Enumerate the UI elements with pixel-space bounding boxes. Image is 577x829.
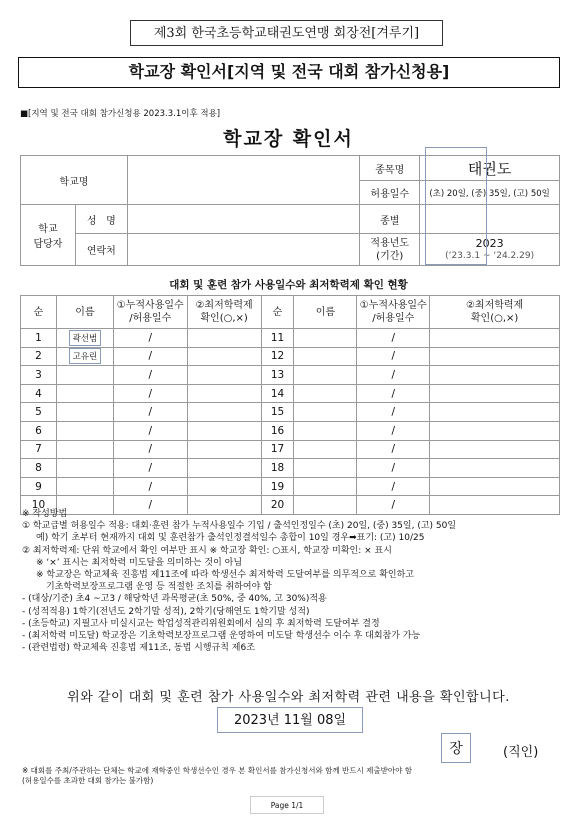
row-days-left[interactable]: / bbox=[113, 421, 187, 440]
row-name-left[interactable] bbox=[56, 329, 113, 348]
row-name-right[interactable] bbox=[294, 459, 357, 478]
table-row bbox=[21, 366, 560, 385]
row-name-right[interactable] bbox=[294, 403, 357, 422]
contact-field[interactable] bbox=[127, 234, 359, 266]
allowed-days-value: (초) 20일, (중) 35일, (고) 50일 bbox=[420, 181, 560, 205]
method-line: - (최저학력 미도달) 학교장은 기초학력보장프로그램 운영하여 미도달 학생선수 이수 후 대회참가 가능 bbox=[22, 631, 421, 642]
row-days-right[interactable]: / bbox=[357, 347, 430, 366]
method-line: ※ 학교장은 학교체육 진흥법 제11조에 따라 학생선수 최저학력 도달여부를 의무적으로 확인하고 bbox=[36, 570, 414, 581]
row-no-right: 19 bbox=[261, 477, 294, 496]
row-name-left[interactable] bbox=[56, 421, 113, 440]
confirm-statement: 위와 같이 대회 및 훈련 참가 사용일수와 최저학력 관련 내용을 확인합니다. bbox=[67, 690, 510, 705]
row-name-right[interactable] bbox=[294, 366, 357, 385]
method-line: ① 학교급별 허용일수 적용: 대회·훈련 참가 누적사용일수 기입 / 출석인정일수 (초) 20일, (중) 35일, (고) 50일 bbox=[22, 521, 457, 532]
row-min-left[interactable] bbox=[187, 329, 261, 348]
header-name-right: 이름 bbox=[294, 296, 357, 329]
row-min-right[interactable] bbox=[430, 477, 560, 496]
row-no-right: 11 bbox=[261, 329, 294, 348]
row-no-right: 12 bbox=[261, 347, 294, 366]
participant-table bbox=[20, 295, 560, 515]
table-row bbox=[21, 459, 560, 478]
row-days-right[interactable]: / bbox=[357, 403, 430, 422]
row-min-right[interactable] bbox=[430, 421, 560, 440]
row-name-left[interactable] bbox=[56, 347, 113, 366]
row-days-left[interactable]: / bbox=[113, 440, 187, 459]
page-number: Page 1/1 bbox=[250, 796, 324, 814]
writing-method bbox=[22, 508, 562, 654]
status-table-title: 대회 및 훈련 참가 사용일수와 최저학력제 확인 현황 bbox=[169, 279, 408, 291]
row-no-left: 6 bbox=[21, 421, 57, 440]
row-no-left: 5 bbox=[21, 403, 57, 422]
row-min-right[interactable] bbox=[430, 440, 560, 459]
row-no-right: 18 bbox=[261, 459, 294, 478]
row-name-right[interactable] bbox=[294, 384, 357, 403]
row-no-left: 1 bbox=[21, 329, 57, 348]
row-min-left[interactable] bbox=[187, 366, 261, 385]
gender-label: 종별 bbox=[360, 205, 420, 234]
confirm-date[interactable]: 2023년 11월 08일 bbox=[217, 707, 363, 733]
row-no-right: 20 bbox=[261, 496, 294, 515]
row-min-right[interactable] bbox=[430, 347, 560, 366]
row-min-right[interactable] bbox=[430, 329, 560, 348]
row-days-left[interactable]: / bbox=[113, 496, 187, 515]
method-line: 기초학력보장프로그램 운영 등 적절한 조치를 취하여야 함 bbox=[46, 582, 272, 593]
method-line: ※ ‘×’ 표시는 최저학력 미도달을 의미하는 것이 아님 bbox=[36, 557, 243, 568]
row-days-right[interactable]: / bbox=[357, 459, 430, 478]
method-line: - (대상/기준) 초4 ~고3 / 해당학년 과목평균(초 50%, 중 40%, 고 30%)적용 bbox=[22, 594, 327, 605]
row-name-left[interactable] bbox=[56, 459, 113, 478]
row-name-left[interactable] bbox=[56, 384, 113, 403]
table-row bbox=[21, 329, 560, 348]
row-name-right[interactable] bbox=[294, 329, 357, 348]
table-row bbox=[21, 403, 560, 422]
method-line: ② 최저학력제: 단위 학교에서 확인 여부만 표시 ※ 학교장 확인: ○표시, 학교장 미확인: × 표시 bbox=[22, 545, 392, 556]
participant-name: 고유린 bbox=[69, 348, 102, 364]
participant-name: 곽선범 bbox=[69, 330, 102, 346]
row-name-right[interactable] bbox=[294, 477, 357, 496]
row-min-left[interactable] bbox=[187, 421, 261, 440]
row-min-left[interactable] bbox=[187, 477, 261, 496]
row-min-left[interactable] bbox=[187, 384, 261, 403]
row-no-right: 17 bbox=[261, 440, 294, 459]
row-days-left[interactable]: / bbox=[113, 459, 187, 478]
row-days-right[interactable]: / bbox=[357, 421, 430, 440]
row-no-left: 9 bbox=[21, 477, 57, 496]
row-days-right[interactable]: / bbox=[357, 496, 430, 515]
table-header-row bbox=[21, 296, 560, 329]
method-line: 예) 학기 초부터 현재까지 대회 및 훈련참가 출석인정결석일수 총합이 10일 경우➡표기: (고) 10/25 bbox=[36, 533, 425, 544]
method-line: ※ 작성방법 bbox=[22, 509, 68, 519]
allowed-days-label: 허용일수 bbox=[360, 181, 420, 205]
row-days-right[interactable]: / bbox=[357, 440, 430, 459]
row-days-left[interactable]: / bbox=[113, 477, 187, 496]
applied-year-label: 적용년도 (기간) bbox=[360, 234, 420, 266]
main-title: 학교장 확인서[지역 및 전국 대회 참가신청용] bbox=[18, 57, 560, 88]
row-min-right[interactable] bbox=[430, 459, 560, 478]
row-days-left[interactable]: / bbox=[113, 403, 187, 422]
row-no-left: 4 bbox=[21, 384, 57, 403]
method-line: - (성적적용) 1학기(전년도 2학기말 성적), 2학기(당해연도 1학기말 성적) bbox=[22, 606, 310, 617]
row-days-right[interactable]: / bbox=[357, 477, 430, 496]
row-name-right[interactable] bbox=[294, 347, 357, 366]
row-min-left[interactable] bbox=[187, 347, 261, 366]
row-days-left[interactable]: / bbox=[113, 347, 187, 366]
header-no-right: 순 bbox=[261, 296, 294, 329]
row-no-left: 10 bbox=[21, 496, 57, 515]
competition-title: 제3회 한국초등학교태권도연맹 회장전[겨루기] bbox=[130, 20, 443, 46]
row-name-left[interactable] bbox=[56, 403, 113, 422]
header-days: ①누적사용일수 /허용일수 bbox=[113, 296, 187, 329]
row-no-left: 8 bbox=[21, 459, 57, 478]
row-name-left[interactable] bbox=[56, 366, 113, 385]
row-min-right[interactable] bbox=[430, 366, 560, 385]
header-no: 순 bbox=[21, 296, 57, 329]
row-no-right: 14 bbox=[261, 384, 294, 403]
footnote: ※ 대회를 주최/주관하는 단체는 학교에 재학중인 학생선수인 경우 본 확인서를 참가신청서와 함께 반드시 제출받아야 함 (허용일수를 초과한 대회 참가는 불가함) bbox=[22, 766, 412, 785]
row-min-right[interactable] bbox=[430, 384, 560, 403]
row-days-left[interactable]: / bbox=[113, 329, 187, 348]
header-name: 이름 bbox=[56, 296, 113, 329]
method-line: - (초등학교) 지필고사 미실시교는 학업성적관리위원회에서 심의 후 최저학력 도달여부 결정 bbox=[22, 618, 380, 629]
header-min-right: ②최저학력제 확인(○,×) bbox=[430, 296, 560, 329]
header-days-right: ①누적사용일수 /허용일수 bbox=[357, 296, 430, 329]
row-no-right: 16 bbox=[261, 421, 294, 440]
row-min-left[interactable] bbox=[187, 403, 261, 422]
manager-name-label: 성 명 bbox=[75, 205, 127, 234]
table-row bbox=[21, 384, 560, 403]
seal-label: (직인) bbox=[503, 745, 539, 760]
method-line: - (관련법령) 학교체육 진흥법 제11조, 동법 시행규칙 제6조 bbox=[22, 643, 255, 654]
row-no-right: 13 bbox=[261, 366, 294, 385]
applied-period: (‘23.3.1 ~ ‘24.2.29) bbox=[445, 250, 535, 261]
row-no-right: 15 bbox=[261, 403, 294, 422]
event-value[interactable]: 태권도 bbox=[420, 156, 560, 181]
row-min-left[interactable] bbox=[187, 440, 261, 459]
header-min: ②최저학력제 확인(○,×) bbox=[187, 296, 261, 329]
row-min-right[interactable] bbox=[430, 403, 560, 422]
manager-name-field[interactable] bbox=[127, 205, 359, 234]
document-title: 학교장 확인서 bbox=[223, 128, 354, 150]
table-row bbox=[21, 477, 560, 496]
contact-label: 연락처 bbox=[75, 234, 127, 266]
row-no-left: 2 bbox=[21, 347, 57, 366]
table-row bbox=[21, 440, 560, 459]
school-name-label: 학교명 bbox=[21, 156, 128, 205]
applied-year-value[interactable]: 2023 bbox=[475, 236, 504, 250]
row-name-left[interactable] bbox=[56, 477, 113, 496]
school-name-field[interactable] bbox=[127, 156, 359, 205]
table-row bbox=[21, 421, 560, 440]
row-days-left[interactable]: / bbox=[113, 384, 187, 403]
row-name-right[interactable] bbox=[294, 440, 357, 459]
seal-box[interactable]: 장 bbox=[441, 733, 471, 763]
row-name-left[interactable] bbox=[56, 440, 113, 459]
row-name-right[interactable] bbox=[294, 421, 357, 440]
manager-label: 학교 담당자 bbox=[21, 205, 76, 266]
row-days-right[interactable]: / bbox=[357, 329, 430, 348]
table-row bbox=[21, 347, 560, 366]
row-days-right[interactable]: / bbox=[357, 366, 430, 385]
application-note: ■[지역 및 전국 대회 참가신청용 2023.3.1이후 적용] bbox=[20, 109, 221, 119]
row-days-left[interactable]: / bbox=[113, 366, 187, 385]
row-days-right[interactable]: / bbox=[357, 384, 430, 403]
event-label: 종목명 bbox=[360, 156, 420, 181]
row-min-left[interactable] bbox=[187, 459, 261, 478]
row-no-left: 7 bbox=[21, 440, 57, 459]
row-no-left: 3 bbox=[21, 366, 57, 385]
event-highlight-box bbox=[425, 147, 487, 265]
